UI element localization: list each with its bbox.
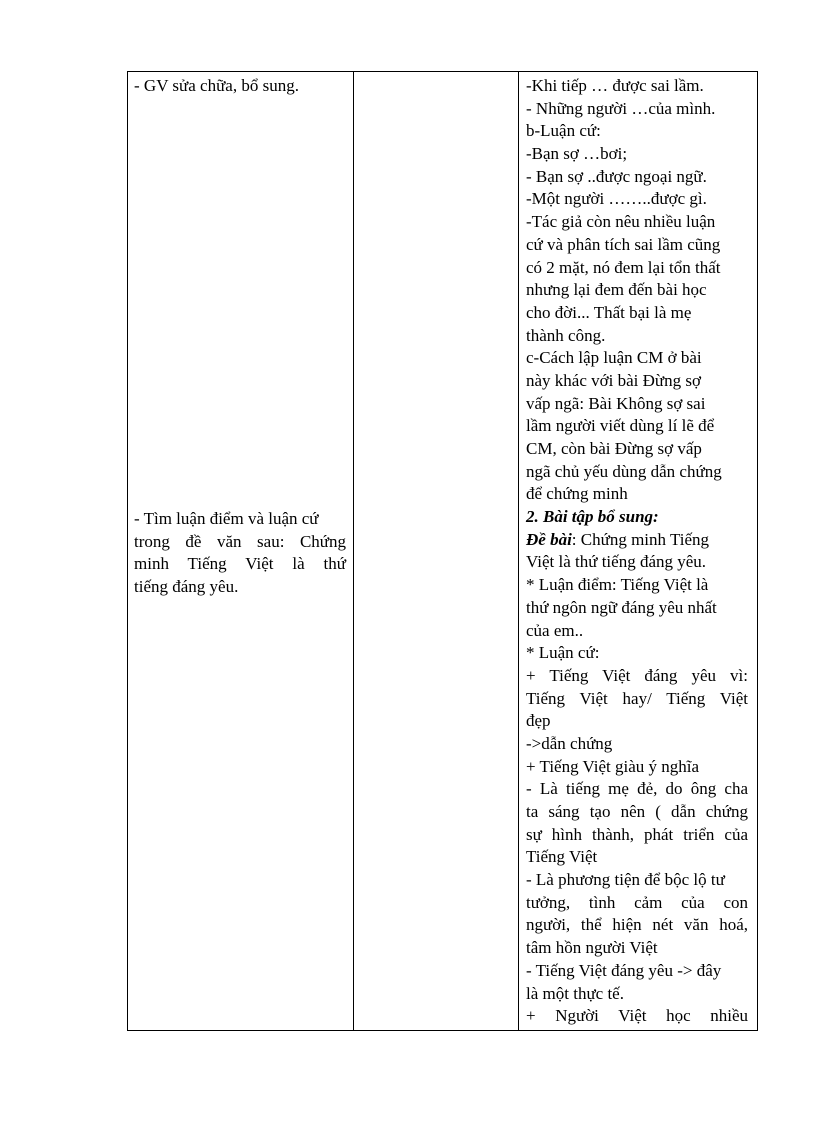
text-line: Tiếng Việt hay/ Tiếng Việt (526, 688, 748, 708)
text-line: cho đời... Thất bại là mẹ (526, 302, 692, 322)
lesson-table (127, 71, 758, 1031)
section-heading: 2. Bài tập bổ sung: (526, 507, 659, 527)
text-line: - Những người …của mình. (526, 98, 716, 118)
topic-line (526, 529, 748, 552)
content-text (526, 75, 748, 1028)
text-line: + Người Việt học nhiều (526, 1006, 748, 1026)
text-line: tâm hồn người Việt (526, 938, 658, 958)
text-line: - Tiếng Việt đáng yêu -> đây (526, 960, 722, 980)
text-line: có 2 mặt, nó đem lại tổn thất (526, 257, 721, 277)
text-line: cứ và phân tích sai lầm cũng (526, 234, 721, 254)
table-row (128, 72, 758, 1031)
text-line: - Tìm luận điểm và luận cứ (134, 509, 319, 528)
student-activity-cell (354, 72, 519, 1031)
text-line: sự hình thành, phát triển của (526, 824, 748, 844)
text-line: - Là phương tiện để bộc lộ tư (526, 870, 725, 890)
text-line: tưởng, tình cảm của con (526, 892, 748, 912)
text-line: -Tác giả còn nêu nhiều luận (526, 212, 716, 232)
text-line: này khác với bài Đừng sợ (526, 370, 701, 390)
text-line: tiếng đáng yêu. (134, 577, 239, 597)
text-line: -Một người ……..được gì. (526, 189, 707, 209)
teacher-activity-block-1 (134, 75, 346, 98)
text-line: Tiếng Việt (526, 847, 598, 867)
text-line: - Bạn sợ ..được ngoại ngữ. (526, 166, 707, 186)
text-line: của em.. (526, 620, 584, 640)
text-line: thứ ngôn ngữ đáng yêu nhất (526, 597, 717, 617)
teacher-activity-block-2 (134, 508, 346, 599)
text-line: c-Cách lập luận CM ở bài (526, 348, 702, 368)
text-line: người, thể hiện nét văn hoá, (526, 915, 748, 935)
text-line: ngã chủ yếu dùng dẫn chứng (526, 461, 722, 481)
text-line: đẹp (526, 711, 551, 731)
text-line: minh Tiếng Việt là thứ (134, 554, 346, 574)
text-line: * Luận điểm: Tiếng Việt là (526, 575, 709, 595)
text-line: ta sáng tạo nên ( dẫn chứng (526, 802, 748, 821)
text-line: + Tiếng Việt đáng yêu vì: (526, 665, 748, 685)
text-line: - GV sửa chữa, bổ sung. (134, 76, 299, 95)
text-line: - Là tiếng mẹ đẻ, do ông cha (526, 779, 748, 799)
text-line: Việt là thứ tiếng đáng yêu. (526, 552, 707, 572)
text-line: là một thực tế. (526, 983, 624, 1003)
text-line: để chứng minh (526, 484, 628, 504)
topic-text: : Chứng minh Tiếng (571, 529, 710, 549)
teacher-activity-cell (128, 72, 354, 1031)
text-line: + Tiếng Việt giàu ý nghĩa (526, 756, 700, 776)
text-line: ->dẫn chứng (526, 733, 613, 753)
text-line: nhưng lại đem đến bài học (526, 280, 707, 300)
text-line: -Khi tiếp … được sai lầm. (526, 76, 704, 95)
text-line: lầm người viết dùng lí lẽ để (526, 416, 715, 436)
topic-label: Đề bài (526, 529, 572, 549)
text-line: CM, còn bài Đừng sợ vấp (526, 439, 702, 458)
text-line: -Bạn sợ …bơi; (526, 144, 628, 164)
text-line: * Luận cứ: (526, 643, 600, 663)
text-line: trong đề văn sau: Chứng (134, 531, 346, 551)
content-cell (519, 72, 758, 1031)
text-line: b-Luận cứ: (526, 121, 601, 141)
text-line: vấp ngã: Bài Không sợ sai (526, 393, 706, 413)
text-line: thành công. (526, 325, 606, 345)
